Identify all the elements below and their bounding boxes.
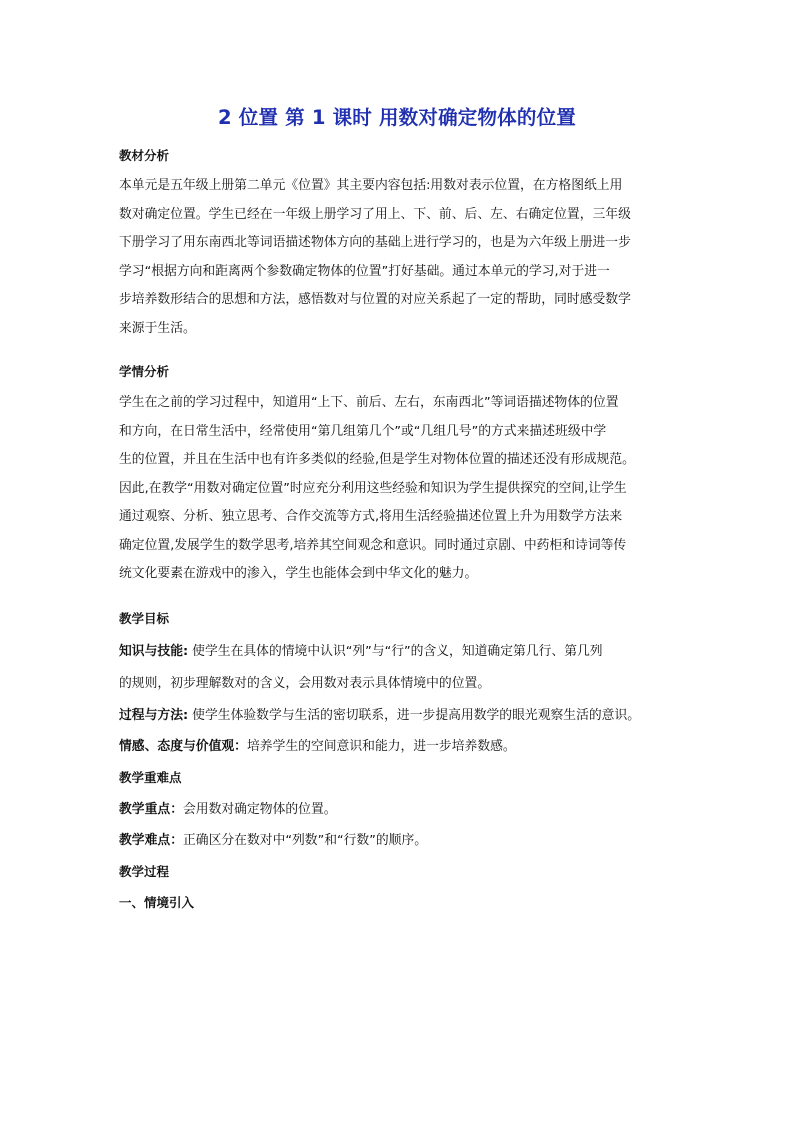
paragraph-line: 生的位置，并且在生活中也有许多类似的经验,但是学生对物体位置的描述还没有形成规范。 bbox=[119, 452, 635, 467]
keypoint-difficulty-text: 正确区分在数对中“列数”和“行数”的顺序。 bbox=[182, 833, 428, 848]
goal-knowledge-line bbox=[119, 642, 603, 662]
section-heading-process: 教学过程 bbox=[119, 864, 170, 879]
section-heading-learner: 学情分析 bbox=[119, 364, 170, 379]
paragraph-line: 统文化要素在游戏中的渗入，学生也能体会到中华文化的魅力。 bbox=[119, 566, 478, 581]
analysis-paragraph bbox=[119, 172, 679, 343]
goal-process-line bbox=[119, 706, 640, 726]
paragraph-line: 确定位置,发展学生的数学思考,培养其空间观念和意识。同时通过京剧、中药柜和诗词等传 bbox=[119, 537, 627, 553]
page-title: 2 位置 第 1 课时 用数对确定物体的位置 bbox=[218, 106, 576, 129]
section-heading-analysis: 教材分析 bbox=[119, 148, 170, 163]
keypoint-focus-line bbox=[119, 800, 337, 820]
section-heading-goals: 教学目标 bbox=[119, 611, 170, 626]
paragraph-line: 学生在之前的学习过程中，知道用“上下、前后、左右，东南西北”等词语描述物体的位置 bbox=[119, 395, 619, 410]
paragraph-line: 步培养数形结合的思想和方法，感悟数对与位置的对应关系起了一定的帮助，同时感受数学 bbox=[119, 292, 631, 307]
keypoint-focus-label: 教学重点： bbox=[119, 802, 183, 817]
paragraph-line: 本单元是五年级上册第二单元《位置》其主要内容包括:用数对表示位置，在方格图纸上用 bbox=[119, 178, 623, 193]
goal-process-label: 过程与方法: bbox=[119, 708, 189, 723]
learner-paragraph bbox=[119, 389, 679, 589]
keypoint-difficulty-label: 教学难点： bbox=[119, 833, 183, 848]
paragraph-line: 和方向，在日常生活中，经常使用“第几组第几个”或“几组几号”的方式来描述班级中学 bbox=[119, 423, 607, 439]
paragraph-line: 因此,在教学“用数对确定位置”时应充分利用这些经验和知识为学生提供探究的空间,让学生 bbox=[119, 480, 627, 496]
goal-process-text: 使学生体验数学与生活的密切联系，进一步提高用数学的眼光观察生活的意识。 bbox=[188, 708, 641, 723]
keypoint-difficulty-line bbox=[119, 831, 427, 851]
paragraph-line: 通过观察、分析、独立思考、合作交流等方式,将用生活经验描述位置上升为用数学方法来 bbox=[119, 509, 623, 524]
goal-emotion-text: 培养学生的空间意识和能力，进一步培养数感。 bbox=[246, 739, 516, 754]
paragraph-line: 数对确定位置。学生已经在一年级上册学习了用上、下、前、后、左、右确定位置，三年级 bbox=[119, 206, 631, 222]
goal-emotion-label: 情感、态度与价值观： bbox=[119, 739, 247, 754]
paragraph-line: 来源于生活。 bbox=[119, 320, 196, 336]
keypoint-focus-text: 会用数对确定物体的位置。 bbox=[182, 802, 337, 817]
paragraph-line: 下册学习了用东南西北等词语描述物体方向的基础上进行学习的，也是为六年级上册进一步 bbox=[119, 235, 631, 250]
goal-knowledge-continued: 的规则，初步理解数对的含义，会用数对表示具体情境中的位置。 bbox=[119, 676, 491, 691]
goal-emotion-line bbox=[119, 737, 516, 757]
paragraph-line: 学习“根据方向和距离两个参数确定物体的位置”打好基础。通过本单元的学习,对于进一 bbox=[119, 263, 610, 279]
goal-knowledge-label: 知识与技能: bbox=[119, 644, 189, 659]
section-heading-keypoints: 教学重难点 bbox=[119, 770, 182, 785]
process-step-intro: 一、情境引入 bbox=[119, 895, 195, 910]
goal-knowledge-text: 使学生在具体的情境中认识“列”与“行”的含义，知道确定第几行、第几列 bbox=[188, 644, 603, 659]
